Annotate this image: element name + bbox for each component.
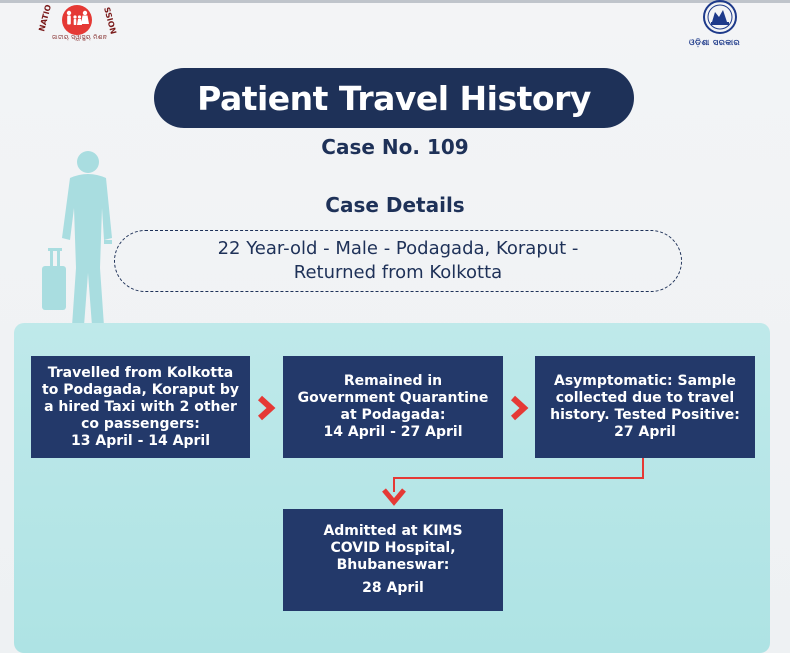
step-2-line-2: Government Quarantine: [297, 390, 489, 406]
step-4-line-1: Admitted at KIMS: [323, 523, 463, 539]
nhm-arc-left-text: NATIO: [37, 3, 54, 33]
case-details-line-2: Returned from Kolkotta: [293, 262, 503, 283]
case-details-box: [114, 230, 682, 292]
traveller-silhouette-icon: [36, 148, 126, 328]
chevron-right-icon: [508, 395, 530, 421]
timeline-connector-arrow: [370, 458, 660, 508]
step-3-line-3: history. Tested Positive:: [550, 407, 740, 423]
step-2-line-1: Remained in: [343, 373, 443, 389]
timeline-step-1: [31, 356, 250, 458]
case-details-heading: Case Details: [325, 193, 465, 217]
odisha-emblem-icon: [690, 0, 750, 38]
step-4-date: 28 April: [362, 580, 424, 596]
step-3-line-2: collected due to travel: [555, 390, 735, 406]
step-2-line-3: at Podagada:: [340, 407, 446, 423]
step-1-line-1: Travelled from Kolkotta: [47, 364, 234, 381]
timeline-step-3: [535, 356, 755, 458]
odisha-emblem-label: ଓଡ଼ିଶା ସରକାର: [689, 38, 741, 47]
case-details-line-1: 22 Year-old - Male - Podagada, Koraput -: [217, 238, 579, 259]
timeline-step-2: [283, 356, 503, 458]
step-3-line-1: Asymptomatic: Sample: [554, 373, 736, 389]
case-number: Case No. 109: [321, 135, 469, 159]
step-4-line-3: Bhubaneswar:: [336, 557, 450, 573]
step-1-line-3: a hired Taxi with 2 other: [44, 398, 237, 415]
step-1-line-2: to Podagada, Koraput by: [42, 381, 239, 398]
page-title: Patient Travel History: [154, 68, 634, 128]
chevron-right-icon: [255, 395, 277, 421]
step-1-line-4: co passengers:: [81, 415, 200, 432]
nhm-arc-right-text: SSION: [102, 6, 118, 36]
nhm-subtitle: ଜାତୀୟ ସ୍ୱାସ୍ଥ୍ୟ ମିଶନ: [52, 34, 108, 41]
step-3-date: 27 April: [614, 424, 676, 440]
step-1-date: 13 April - 14 April: [71, 432, 210, 449]
step-2-date: 14 April - 27 April: [323, 424, 463, 440]
step-4-line-2: COVID Hospital,: [330, 540, 456, 556]
timeline-step-4: [283, 509, 503, 611]
